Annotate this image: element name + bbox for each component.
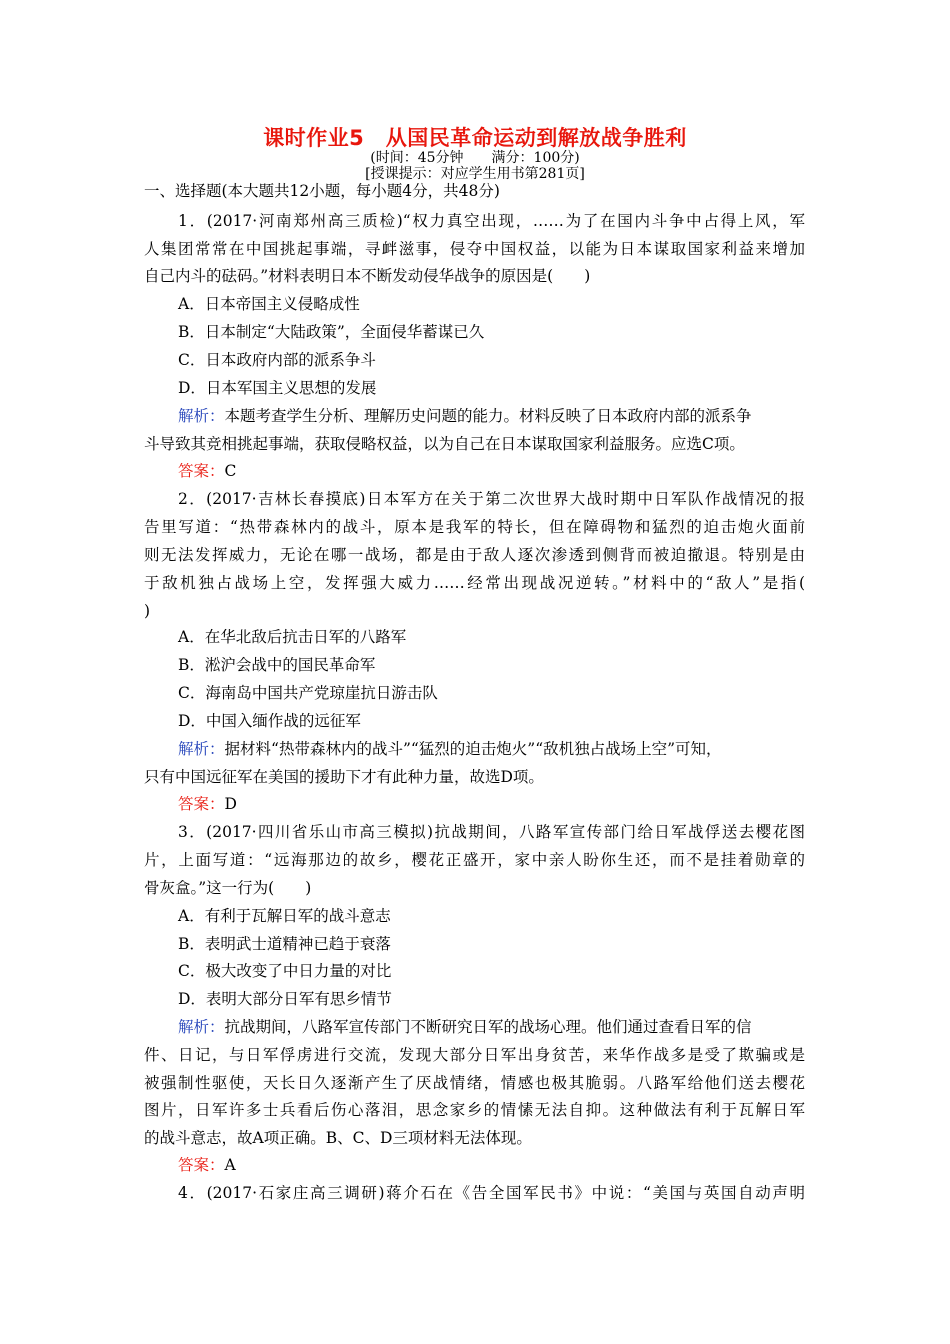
analysis-label: 解析：	[178, 407, 225, 425]
question-1-option-c: C．日本政府内部的派系争斗	[178, 351, 376, 369]
question-2-line-5: )	[144, 602, 151, 620]
question-1-analysis-line-2: 斗导致其竞相挑起事端，获取侵略权益，以为自己在日本谋取国家利益服务。应选C项。	[144, 435, 745, 453]
question-2-line-1: 2．(2017·吉林长春摸底)日本军方在关于第二次世界大战时期中日军队作战情况的报	[178, 490, 805, 508]
question-3-analysis-line-1: 解析：抗战期间，八路军宣传部门不断研究日军的战场心理。他们通过查看日军的信	[178, 1018, 752, 1036]
section-heading: 一、选择题(本大题共12小题，每小题4分，共48分)	[144, 182, 500, 200]
question-2-option-a: A．在华北敌后抗击日军的八路军	[178, 628, 407, 646]
question-3-line-1: 3．(2017·四川省乐山市高三模拟)抗战期间，八路军宣传部门给日军战俘送去樱花图	[178, 823, 805, 841]
analysis-label: 解析：	[178, 1018, 225, 1036]
question-2-option-c: C．海南岛中国共产党琼崖抗日游击队	[178, 684, 438, 702]
answer-label: 答案：	[178, 795, 225, 813]
question-2-analysis-line-1: 解析：据材料“热带森林内的战斗”“猛烈的迫击炮火”“敌机独占战场上空”可知，	[178, 740, 722, 758]
hint-text: [授课提示：对应学生用书第281页]	[365, 166, 585, 182]
page-title: 课时作业5 从国民革命运动到解放战争胜利	[263, 126, 687, 150]
question-3-analysis-line-5: 的战斗意志，故A项正确。B、C、D三项材料无法体现。	[144, 1129, 532, 1147]
analysis-label: 解析：	[178, 740, 225, 758]
question-3-line-3: 骨灰盒。”这一行为( )	[144, 879, 312, 897]
question-2-option-d: D．中国入缅作战的远征军	[178, 712, 361, 730]
question-3-option-a: A．有利于瓦解日军的战斗意志	[178, 907, 391, 925]
question-3-analysis-line-4: 图片，日军许多士兵看后伤心落泪，思念家乡的情愫无法自抑。这种做法有利于瓦解日军	[144, 1101, 805, 1119]
question-2-line-4: 于敌机独占战场上空，发挥强大威力……经常出现战况逆转。”材料中的“敌人”是指(	[144, 574, 805, 592]
question-3-option-b: B．表明武士道精神已趋于衰落	[178, 935, 391, 953]
question-3-analysis-line-2: 件、日记，与日军俘虏进行交流，发现大部分日军出身贫苦，来华作战多是受了欺骗或是	[144, 1046, 805, 1064]
question-3-analysis-line-3: 被强制性驱使，天长日久逐渐产生了厌战情绪，情感也极其脆弱。八路军给他们送去樱花	[144, 1074, 805, 1092]
question-2-line-2: 告里写道：“热带森林内的战斗，原本是我军的特长，但在障碍物和猛烈的迫击炮火面前	[144, 518, 805, 536]
question-3-line-2: 片，上面写道：“远海那边的故乡，樱花正盛开，家中亲人盼你生还，而不是挂着勋章的	[144, 851, 805, 869]
question-1-analysis-line-1: 解析：本题考查学生分析、理解历史问题的能力。材料反映了日本政府内部的派系争	[178, 407, 752, 425]
time-info: (时间：45分钟 满分：100分)	[370, 150, 580, 166]
question-1-option-b: B．日本制定“大陆政策”，全面侵华蓄谋已久	[178, 323, 485, 341]
question-2-option-b: B．淞沪会战中的国民革命军	[178, 656, 376, 674]
question-4-line-1: 4．(2017·石家庄高三调研)蒋介石在《告全国军民书》中说：“美国与英国自动声明	[178, 1184, 805, 1202]
question-3-answer: 答案：A	[178, 1156, 236, 1174]
question-1-answer: 答案：C	[178, 462, 237, 480]
question-1-line-3: 自己内斗的砝码。”材料表明日本不断发动侵华战争的原因是( )	[144, 267, 591, 285]
answer-label: 答案：	[178, 1156, 225, 1174]
question-1-line-1: 1．(2017·河南郑州高三质检)“权力真空出现，……为了在国内斗争中占得上风，军	[178, 212, 805, 230]
question-2-answer: 答案：D	[178, 795, 237, 813]
question-1-line-2: 人集团常常在中国挑起事端，寻衅滋事，侵夺中国权益，以能为日本谋取国家利益来增加	[144, 240, 805, 258]
question-3-option-c: C．极大改变了中日力量的对比	[178, 962, 392, 980]
question-3-option-d: D．表明大部分日军有思乡情节	[178, 990, 392, 1008]
question-1-option-d: D．日本军国主义思想的发展	[178, 379, 377, 397]
question-1-option-a: A．日本帝国主义侵略成性	[178, 295, 360, 313]
answer-label: 答案：	[178, 462, 225, 480]
question-2-analysis-line-2: 只有中国远征军在美国的援助下才有此种力量，故选D项。	[144, 768, 544, 786]
question-2-line-3: 则无法发挥威力，无论在哪一战场，都是由于敌人逐次渗透到侧背而被迫撤退。特别是由	[144, 546, 805, 564]
